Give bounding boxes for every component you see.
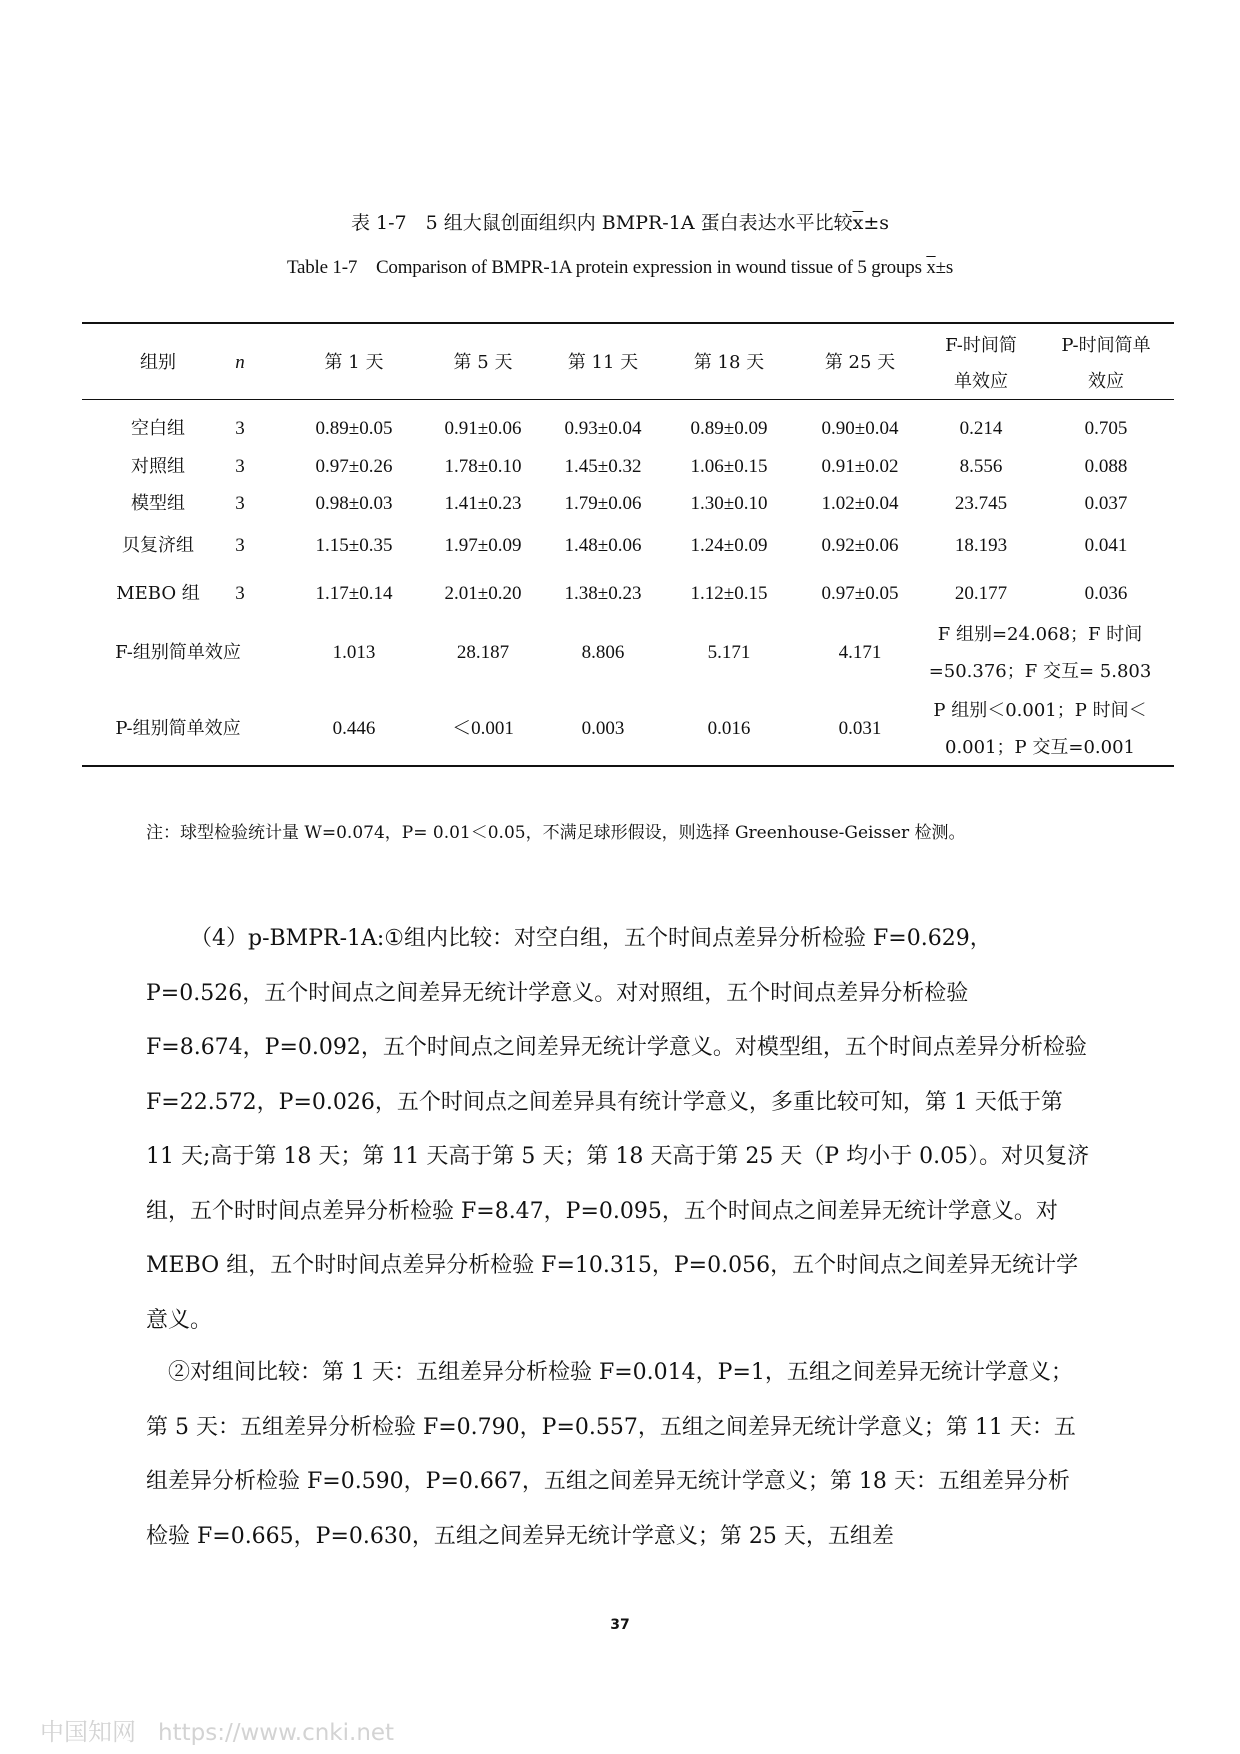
table-cell: 2.01±0.20	[444, 583, 522, 604]
header-day5: 第 5 天	[453, 352, 513, 373]
table-cell: 1.12±0.15	[690, 583, 768, 604]
table-cell: 0.036	[1084, 583, 1128, 604]
row-group-name: 模型组	[131, 493, 185, 514]
table-cell: 0.97±0.05	[821, 583, 899, 604]
table-cell: 0.97±0.26	[315, 456, 393, 477]
table-cell: 0.214	[959, 418, 1003, 439]
table-cell: 4.171	[838, 642, 882, 663]
table-bottom-rule	[82, 765, 1174, 767]
table-cell: 0.037	[1084, 493, 1128, 514]
table-cell: 0.90±0.04	[821, 418, 899, 439]
page-number: 37	[610, 1617, 630, 1633]
table-cell: 0.446	[332, 718, 376, 739]
paragraph-between-group: ②对组间比较：第 1 天：五组差异分析检验 F=0.014，P=1，五组之间差异无统计学意义；第 5 天：五组差异分析检验 F=0.790，P=0.557，五组之间差异无统计学意义；第 11 天：五组差异分析检验 F=0.590，P=0.667，五组之间差异无统计学意义；第 18 天：五组差异分析检验 F=0.665，P=0.630，五组之间差异无统计学意义；第 25 天，五组差	[146, 1360, 1076, 1549]
table-cell: 3	[235, 418, 245, 439]
table-cell: 0.98±0.03	[315, 493, 393, 514]
table-cell: 1.97±0.09	[444, 535, 522, 556]
table-cell: 1.24±0.09	[690, 535, 768, 556]
table-note: 注：球型检验统计量 W=0.074，P= 0.01＜0.05，不满足球形假设，则选择 Greenhouse-Geisser 检测。	[146, 823, 966, 843]
row-group-name: 空白组	[131, 418, 185, 439]
table-cell: 1.17±0.14	[315, 583, 393, 604]
table-cell: 0.016	[707, 718, 751, 739]
f-summary-line2: =50.376；F 交互= 5.803	[928, 661, 1152, 682]
table-cell: 23.745	[954, 493, 1008, 514]
table-cell: 0.93±0.04	[564, 418, 642, 439]
row-group-name: 贝复济组	[122, 535, 194, 556]
table-cell: 8.806	[581, 642, 625, 663]
table-cell: 28.187	[456, 642, 510, 663]
table-cell: 1.45±0.32	[564, 456, 642, 477]
table-cell: 1.78±0.10	[444, 456, 522, 477]
watermark-brand: 中国知网	[40, 1718, 136, 1746]
table-cell: 0.91±0.06	[444, 418, 522, 439]
header-group: 组别	[140, 352, 176, 373]
table-cell: 8.556	[959, 456, 1003, 477]
table-cell: 1.38±0.23	[564, 583, 642, 604]
table-cell: 20.177	[954, 583, 1008, 604]
table-cell: 18.193	[954, 535, 1008, 556]
table-cell: 1.79±0.06	[564, 493, 642, 514]
p-summary-line2: 0.001；P 交互=0.001	[945, 737, 1135, 758]
table-cell: 0.705	[1084, 418, 1128, 439]
header-f-time-line1: F-时间简	[945, 335, 1017, 356]
table-cell: 5.171	[707, 642, 751, 663]
f-summary-line1: F 组别=24.068；F 时间	[937, 624, 1143, 645]
paragraph-within-group: （4）p-BMPR-1A:①组内比较：对空白组，五个时间点差异分析检验 F=0.629，P=0.526，五个时间点之间差异无统计学意义。对对照组，五个时间点差异分析检验 F=8.674，P=0.092，五个时间点之间差异无统计学意义。对模型组，五个时间点差异分析检验 F=22.572，P=0.026，五个时间点之间差异具有统计学意义，多重比较可知，第 1 天低于第 11 天;高于第 18 天；第 11 天高于第 5 天；第 18 天高于第 25 天（P 均小于 0.05）。对贝复济组，五个时时间点差异分析检验 F=8.47，P=0.095，五个时间点之间差异无统计学意义。对 MEBO 组，五个时时间点差异分析检验 F=10.315，P=0.056，五个时间点之间差异无统计学意义。	[146, 926, 1090, 1333]
table-cell: 0.91±0.02	[821, 456, 899, 477]
table-cell: 1.48±0.06	[564, 535, 642, 556]
table-cell: 3	[235, 583, 245, 604]
row-group-name: MEBO 组	[116, 583, 200, 604]
table-cell: 1.06±0.15	[690, 456, 768, 477]
table-cell: ＜0.001	[452, 718, 514, 739]
header-day18: 第 18 天	[693, 352, 765, 373]
table-cell: 0.031	[838, 718, 882, 739]
header-f-time-line2: 单效应	[954, 371, 1008, 392]
table-cell: 0.041	[1084, 535, 1128, 556]
table-cell: 0.003	[581, 718, 625, 739]
p-group-label: P-组别简单效应	[115, 718, 241, 739]
header-day11: 第 11 天	[567, 352, 639, 373]
table-cell: 0.89±0.09	[690, 418, 768, 439]
header-p-time-line1: P-时间简单	[1061, 335, 1151, 356]
header-n: n	[235, 352, 245, 373]
table-cell: 1.30±0.10	[690, 493, 768, 514]
header-p-time-line2: 效应	[1088, 371, 1124, 392]
header-day25: 第 25 天	[824, 352, 896, 373]
table-header-rule	[82, 399, 1174, 400]
table-cell: 3	[235, 456, 245, 477]
watermark-url: https://www.cnki.net	[158, 1720, 395, 1746]
table-caption-cn: 表 1-7 5 组大鼠创面组织内 BMPR-1A 蛋白表达水平比较$\overline{x}\pm s$	[351, 212, 889, 234]
table-cell: 3	[235, 493, 245, 514]
table-cell: 0.92±0.06	[821, 535, 899, 556]
table-caption-en: Table 1-7 Comparison of BMPR-1A protein expression in wound tissue of 5 groups $\overline{x}\pm s$	[286, 257, 954, 278]
table-cell: 1.013	[332, 642, 376, 663]
table-cell: 1.02±0.04	[821, 493, 899, 514]
table-cell: 3	[235, 535, 245, 556]
table-top-rule	[82, 322, 1174, 324]
header-day1: 第 1 天	[324, 352, 384, 373]
cnki-watermark	[40, 1712, 394, 1747]
table-cell: 0.088	[1084, 456, 1128, 477]
table-cell: 1.15±0.35	[315, 535, 393, 556]
table-cell: 1.41±0.23	[444, 493, 522, 514]
p-summary-line1: P 组别＜0.001；P 时间＜	[933, 700, 1147, 721]
f-group-label: F-组别简单效应	[115, 642, 241, 663]
table-cell: 0.89±0.05	[315, 418, 393, 439]
row-group-name: 对照组	[131, 456, 185, 477]
